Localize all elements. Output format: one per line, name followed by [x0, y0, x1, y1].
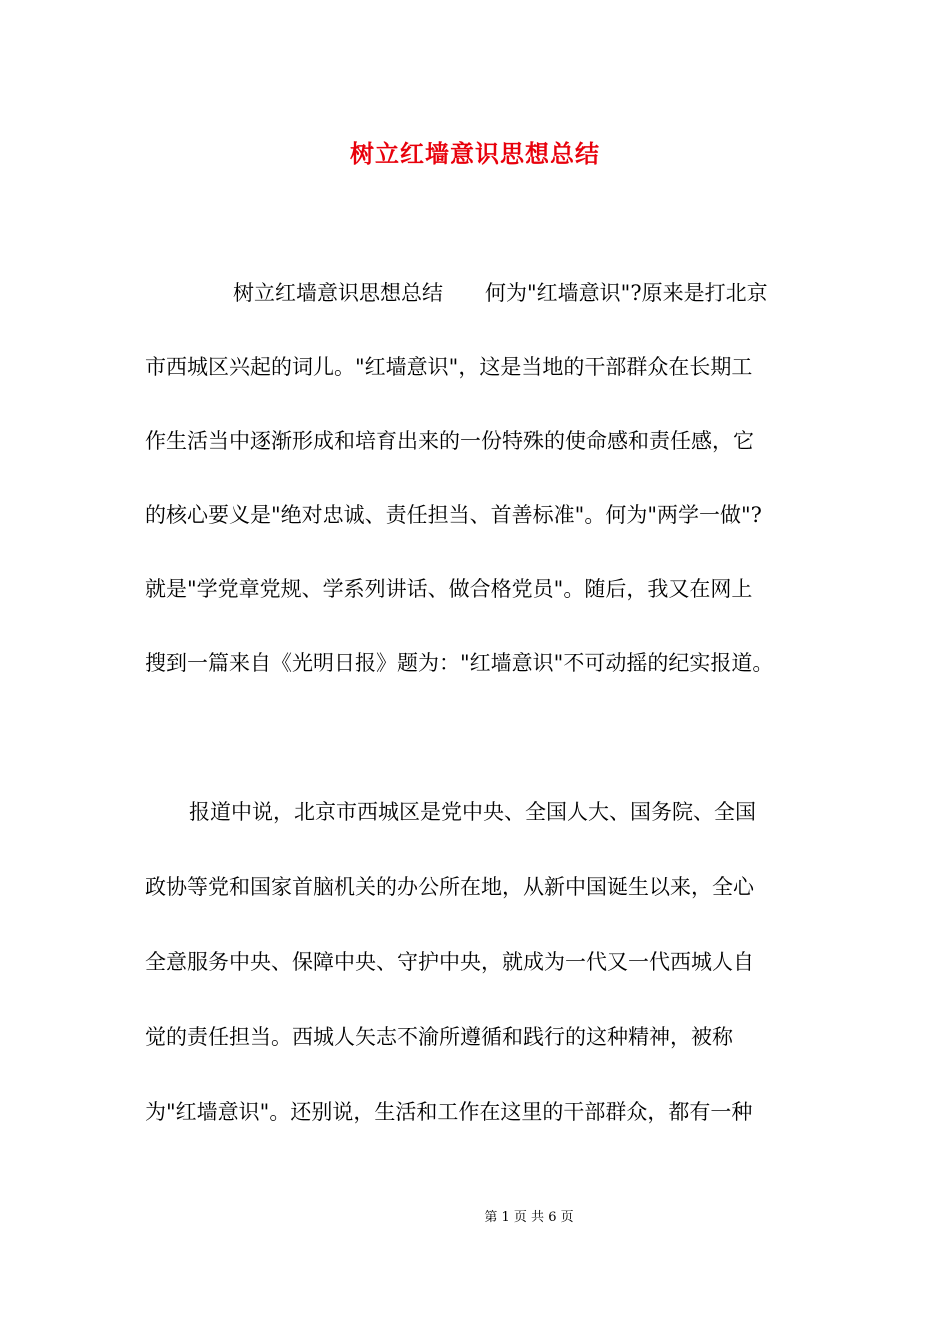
paragraph-2-line-4: 觉的责任担当。西城人矢志不渝所遵循和践行的这种精神，被称 — [145, 1025, 733, 1049]
paragraph-2-line-3: 全意服务中央、保障中央、守护中央，就成为一代又一代西城人自 — [145, 950, 754, 974]
paragraph-2-line-2: 政协等党和国家首脑机关的办公所在地，从新中国诞生以来，全心 — [145, 875, 754, 899]
paragraph-1-line-2: 市西城区兴起的词儿。"红墙意识"，这是当地的干部群众在长期工 — [145, 355, 753, 379]
paragraph-1-line-3: 作生活当中逐渐形成和培育出来的一份特殊的使命感和责任感，它 — [145, 429, 754, 453]
paragraph-2-line-5: 为"红墙意识"。还别说，生活和工作在这里的干部群众，都有一种 — [145, 1100, 753, 1124]
paragraph-1-line-6: 搜到一篇来自《光明日报》题为："红墙意识"不可动摇的纪实报道。 — [145, 651, 774, 675]
document-title: 树立红墙意识思想总结 — [350, 139, 600, 168]
paragraph-1-line-1: 树立红墙意识思想总结 何为"红墙意识"?原来是打北京 — [233, 281, 768, 305]
paragraph-2-line-1: 报道中说，北京市西城区是党中央、全国人大、国务院、全国 — [189, 800, 756, 824]
paragraph-1-line-4: 的核心要义是"绝对忠诚、责任担当、首善标准"。何为"两学一做"? — [145, 503, 762, 527]
page-number-footer: 第 1 页 共 6 页 — [484, 1210, 574, 1225]
paragraph-1-line-5: 就是"学党章党规、学系列讲话、做合格党员"。随后，我又在网上 — [145, 577, 753, 601]
